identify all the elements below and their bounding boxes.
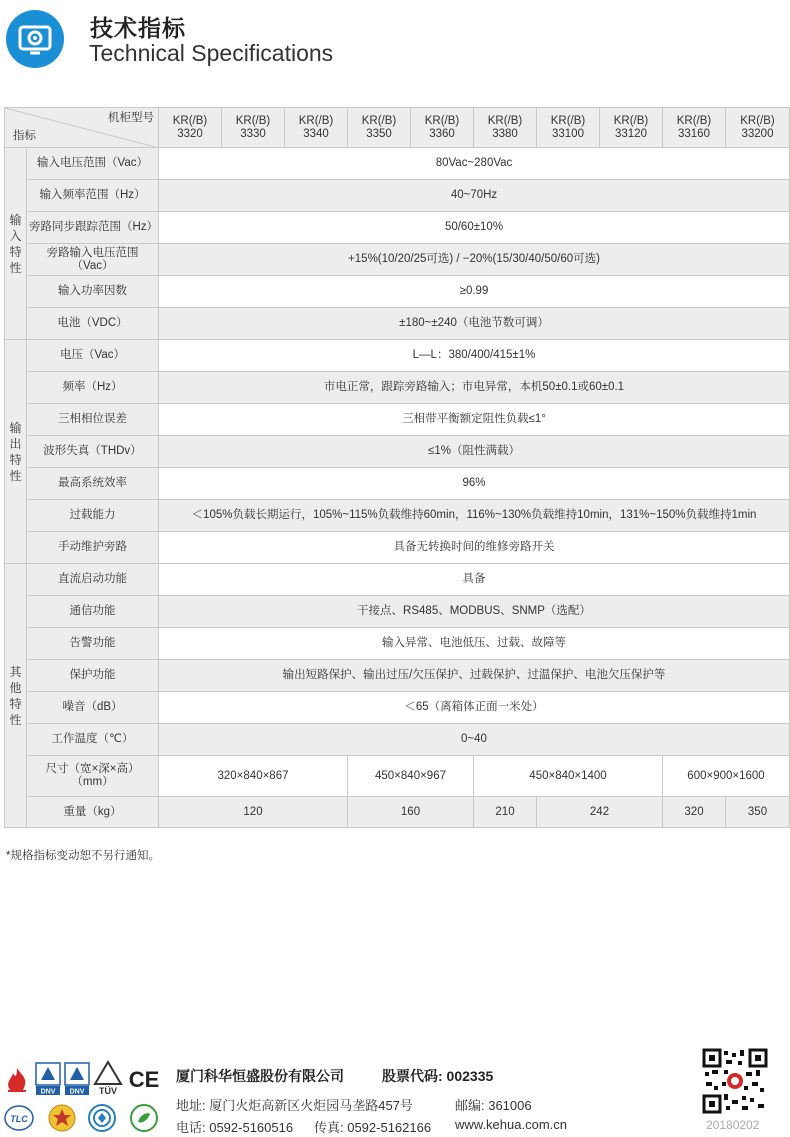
row-label: 最高系统效率: [27, 468, 159, 500]
row-value: 干接点、RS485、MODBUS、SNMP（选配）: [159, 596, 790, 628]
page-header: [0, 0, 790, 80]
row-label: 重量（kg）: [27, 797, 159, 828]
model-header: KR(/B) 33160: [663, 108, 726, 148]
model-header: KR(/B) 3330: [222, 108, 285, 148]
row-label: 三相相位误差: [27, 404, 159, 436]
row-label: 输入电压范围（Vac）: [27, 148, 159, 180]
svg-text:TÜV: TÜV: [99, 1086, 117, 1096]
row-value: ≥0.99: [159, 276, 790, 308]
company-name: 厦门科华恒盛股份有限公司: [176, 1068, 344, 1084]
row-label: 旁路输入电压范围（Vac）: [27, 244, 159, 276]
weight-value: 320: [663, 797, 726, 828]
row-value: 80Vac~280Vac: [159, 148, 790, 180]
model-header: KR(/B) 3360: [411, 108, 474, 148]
svg-text:TLC: TLC: [10, 1114, 28, 1124]
row-label: 频率（Hz）: [27, 372, 159, 404]
page-subtitle: Technical Specifications: [89, 40, 334, 66]
row-value: 具备: [159, 564, 790, 596]
table-row: [5, 532, 790, 564]
table-row: [5, 468, 790, 500]
row-value: 40~70Hz: [159, 180, 790, 212]
row-label: 波形失真（THDv）: [27, 436, 159, 468]
page-title: 技术指标: [90, 15, 186, 41]
row-label: 输入频率范围（Hz）: [27, 180, 159, 212]
section-output: 输出特性: [5, 340, 27, 564]
postcode: 邮编: 361006: [455, 1098, 532, 1113]
table-row: [5, 340, 790, 372]
table-row: [5, 244, 790, 276]
phone: 电话: 0592-5160516: [176, 1120, 294, 1135]
row-label: 电压（Vac）: [27, 340, 159, 372]
row-value: 96%: [159, 468, 790, 500]
row-label: 工作温度（℃）: [27, 724, 159, 756]
table-header-row: [5, 108, 790, 148]
table-row: [5, 500, 790, 532]
model-header: KR(/B) 33100: [537, 108, 600, 148]
table-row: [5, 308, 790, 340]
footnote: *规格指标变动恕不另行通知。: [6, 850, 160, 862]
award-seal-logo: [48, 1104, 76, 1132]
table-row: [5, 372, 790, 404]
row-label: 过载能力: [27, 500, 159, 532]
weight-value: 350: [726, 797, 790, 828]
corner-spec-label: 指标: [13, 130, 36, 142]
row-value: 市电正常，跟踪旁路输入；市电异常，本机50±0.1或60±0.1: [159, 372, 790, 404]
table-row: [5, 660, 790, 692]
company-address: 地址: 厦门火炬高新区火炬园马垄路457号: [176, 1098, 413, 1113]
table-row: [5, 564, 790, 596]
table-row: [5, 692, 790, 724]
weight-value: 210: [474, 797, 537, 828]
flame-logo: [4, 1066, 30, 1096]
dnv-logo: [35, 1062, 61, 1096]
row-label: 噪音（dB）: [27, 692, 159, 724]
row-value: 输入异常、电池低压、过载、故障等: [159, 628, 790, 660]
row-label: 输入功率因数: [27, 276, 159, 308]
ce-logo: [128, 1066, 160, 1092]
row-value: ≤1%（阻性满载）: [159, 436, 790, 468]
size-value: 600×900×1600: [663, 756, 790, 797]
table-row: [5, 596, 790, 628]
row-label: 保护功能: [27, 660, 159, 692]
footer: [0, 1040, 790, 1135]
row-value: +15%(10/20/25可选) / −20%(15/30/40/50/60可选): [159, 244, 790, 276]
svg-text:DNV: DNV: [40, 1088, 56, 1096]
row-value: 输出短路保护、输出过压/欠压保护、过载保护、过温保护、电池欠压保护等: [159, 660, 790, 692]
table-row: [5, 724, 790, 756]
gear-monitor-icon: [6, 10, 64, 68]
fax: 传真: 0592-5162166: [314, 1120, 432, 1135]
row-value: ＜105%负载长期运行，105%~115%负载维持60min，116%~130%负载维持10min，131%~150%负载维持1min: [159, 500, 790, 532]
table-row: [5, 180, 790, 212]
weight-value: 242: [537, 797, 663, 828]
spec-table: [4, 107, 790, 828]
size-value: 450×840×1400: [474, 756, 663, 797]
row-label: 通信功能: [27, 596, 159, 628]
section-other: 其他特性: [5, 564, 27, 828]
table-row: [5, 628, 790, 660]
dnv-logo: [64, 1062, 90, 1096]
stock-code: 股票代码: 002335: [382, 1068, 494, 1084]
qr-code: [702, 1048, 768, 1114]
table-row: [5, 404, 790, 436]
tlc-logo: [4, 1104, 34, 1132]
row-value: L—L：380/400/415±1%: [159, 340, 790, 372]
row-value: ±180~±240（电池节数可调）: [159, 308, 790, 340]
model-header: KR(/B) 3380: [474, 108, 537, 148]
table-row: [5, 148, 790, 180]
row-label: 旁路同步跟踪范围（Hz）: [27, 212, 159, 244]
row-value: 三相带平衡额定阻性负载≤1°: [159, 404, 790, 436]
model-header: KR(/B) 33120: [600, 108, 663, 148]
model-header: KR(/B) 3350: [348, 108, 411, 148]
weight-value: 120: [159, 797, 348, 828]
row-value: 具备无转换时间的维修旁路开关: [159, 532, 790, 564]
website-link[interactable]: www.kehua.com.cn: [455, 1117, 567, 1132]
size-value: 320×840×867: [159, 756, 348, 797]
table-row: [5, 212, 790, 244]
svg-text:DNV: DNV: [69, 1088, 85, 1096]
model-header: KR(/B) 3340: [285, 108, 348, 148]
row-label: 电池（VDC）: [27, 308, 159, 340]
row-value: 0~40: [159, 724, 790, 756]
row-label: 尺寸（宽×深×高） （mm）: [27, 756, 159, 797]
table-row: [5, 797, 790, 828]
row-label: 告警功能: [27, 628, 159, 660]
corner-model-label: 机柜型号: [108, 112, 154, 124]
print-date: 20180202: [706, 1118, 760, 1132]
table-row: [5, 756, 790, 797]
size-value: 450×840×967: [348, 756, 474, 797]
environment-cert-logo: [130, 1104, 158, 1132]
table-row: [5, 276, 790, 308]
model-header: KR(/B) 33200: [726, 108, 790, 148]
row-label: 直流启动功能: [27, 564, 159, 596]
weight-value: 160: [348, 797, 474, 828]
model-header: KR(/B) 3320: [159, 108, 222, 148]
tuv-logo: [93, 1060, 123, 1096]
row-value: ＜65（离箱体正面一米处）: [159, 692, 790, 724]
row-value: 50/60±10%: [159, 212, 790, 244]
section-input: 输入特性: [5, 148, 27, 340]
table-corner: [5, 108, 159, 148]
table-row: [5, 436, 790, 468]
svg-text:CE: CE: [128, 1067, 160, 1092]
row-label: 手动维护旁路: [27, 532, 159, 564]
energy-cert-logo: [88, 1104, 116, 1132]
